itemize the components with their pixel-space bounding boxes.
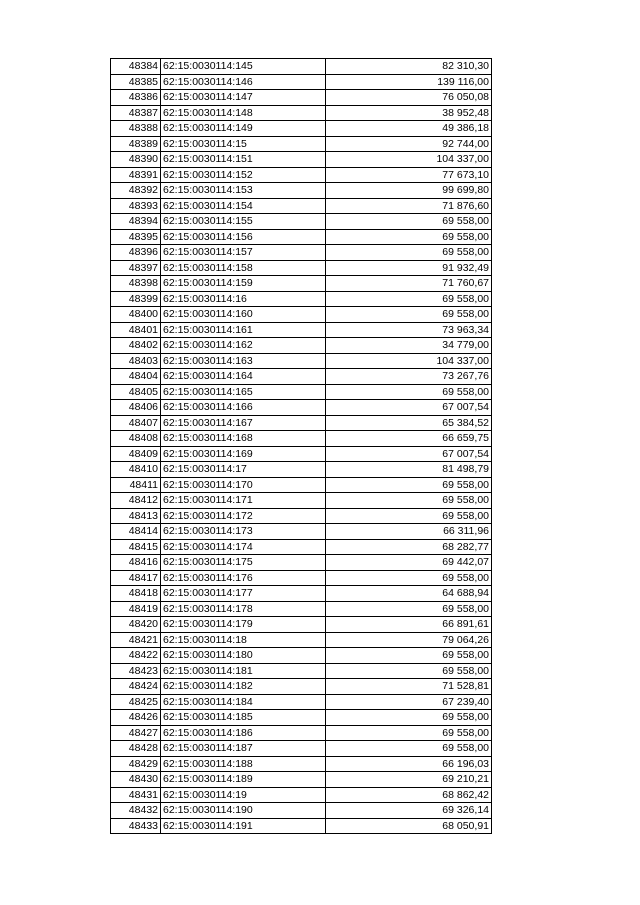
- value-cell: 71 528,81: [326, 679, 492, 695]
- cadastral-number-cell: 62:15:0030114:147: [161, 90, 326, 106]
- row-number-cell: 48421: [111, 632, 161, 648]
- value-cell: 69 558,00: [326, 648, 492, 664]
- cadastral-number-cell: 62:15:0030114:176: [161, 570, 326, 586]
- table-row: [111, 446, 492, 462]
- table-row: [111, 772, 492, 788]
- table-row: [111, 803, 492, 819]
- cadastral-number-cell: 62:15:0030114:15: [161, 136, 326, 152]
- table-row: [111, 601, 492, 617]
- table-row: [111, 291, 492, 307]
- cadastral-number-cell: 62:15:0030114:167: [161, 415, 326, 431]
- row-number-cell: 48389: [111, 136, 161, 152]
- row-number-cell: 48385: [111, 74, 161, 90]
- table-row: [111, 710, 492, 726]
- cadastral-number-cell: 62:15:0030114:188: [161, 756, 326, 772]
- table-row: [111, 105, 492, 121]
- value-cell: 69 558,00: [326, 307, 492, 323]
- cadastral-number-cell: 62:15:0030114:179: [161, 617, 326, 633]
- value-cell: 69 558,00: [326, 508, 492, 524]
- table-row: [111, 694, 492, 710]
- table-row: [111, 136, 492, 152]
- table-row: [111, 756, 492, 772]
- value-cell: 69 326,14: [326, 803, 492, 819]
- row-number-cell: 48433: [111, 818, 161, 834]
- row-number-cell: 48393: [111, 198, 161, 214]
- row-number-cell: 48409: [111, 446, 161, 462]
- cadastral-number-cell: 62:15:0030114:182: [161, 679, 326, 695]
- value-cell: 69 558,00: [326, 710, 492, 726]
- value-cell: 34 779,00: [326, 338, 492, 354]
- value-cell: 68 862,42: [326, 787, 492, 803]
- value-cell: 65 384,52: [326, 415, 492, 431]
- cadastral-number-cell: 62:15:0030114:146: [161, 74, 326, 90]
- cadastral-number-cell: 62:15:0030114:170: [161, 477, 326, 493]
- table-row: [111, 384, 492, 400]
- value-cell: 139 116,00: [326, 74, 492, 90]
- table-row: [111, 214, 492, 230]
- row-number-cell: 48417: [111, 570, 161, 586]
- row-number-cell: 48408: [111, 431, 161, 447]
- table-row: [111, 818, 492, 834]
- value-cell: 69 558,00: [326, 291, 492, 307]
- table-row: [111, 369, 492, 385]
- cadastral-number-cell: 62:15:0030114:165: [161, 384, 326, 400]
- data-table: [110, 58, 492, 834]
- cadastral-number-cell: 62:15:0030114:145: [161, 59, 326, 75]
- cadastral-number-cell: 62:15:0030114:157: [161, 245, 326, 261]
- row-number-cell: 48392: [111, 183, 161, 199]
- cadastral-number-cell: 62:15:0030114:158: [161, 260, 326, 276]
- row-number-cell: 48423: [111, 663, 161, 679]
- value-cell: 104 337,00: [326, 353, 492, 369]
- table-body: [111, 59, 492, 834]
- cadastral-number-cell: 62:15:0030114:177: [161, 586, 326, 602]
- row-number-cell: 48406: [111, 400, 161, 416]
- table-row: [111, 679, 492, 695]
- value-cell: 66 891,61: [326, 617, 492, 633]
- row-number-cell: 48403: [111, 353, 161, 369]
- table-row: [111, 90, 492, 106]
- cadastral-number-cell: 62:15:0030114:151: [161, 152, 326, 168]
- table-row: [111, 183, 492, 199]
- row-number-cell: 48390: [111, 152, 161, 168]
- value-cell: 64 688,94: [326, 586, 492, 602]
- table-row: [111, 322, 492, 338]
- table-row: [111, 229, 492, 245]
- table-row: [111, 555, 492, 571]
- row-number-cell: 48387: [111, 105, 161, 121]
- table-row: [111, 59, 492, 75]
- cadastral-number-cell: 62:15:0030114:175: [161, 555, 326, 571]
- table-row: [111, 787, 492, 803]
- table-row: [111, 400, 492, 416]
- value-cell: 68 282,77: [326, 539, 492, 555]
- cadastral-number-cell: 62:15:0030114:172: [161, 508, 326, 524]
- value-cell: 69 558,00: [326, 229, 492, 245]
- cadastral-number-cell: 62:15:0030114:180: [161, 648, 326, 664]
- table-row: [111, 152, 492, 168]
- row-number-cell: 48418: [111, 586, 161, 602]
- table-row: [111, 493, 492, 509]
- value-cell: 69 442,07: [326, 555, 492, 571]
- cadastral-number-cell: 62:15:0030114:164: [161, 369, 326, 385]
- cadastral-number-cell: 62:15:0030114:166: [161, 400, 326, 416]
- table-row: [111, 121, 492, 137]
- value-cell: 69 558,00: [326, 741, 492, 757]
- table-row: [111, 741, 492, 757]
- value-cell: 81 498,79: [326, 462, 492, 478]
- table-row: [111, 508, 492, 524]
- row-number-cell: 48430: [111, 772, 161, 788]
- table-row: [111, 198, 492, 214]
- cadastral-number-cell: 62:15:0030114:190: [161, 803, 326, 819]
- row-number-cell: 48388: [111, 121, 161, 137]
- value-cell: 67 007,54: [326, 400, 492, 416]
- value-cell: 82 310,30: [326, 59, 492, 75]
- value-cell: 69 558,00: [326, 214, 492, 230]
- value-cell: 69 210,21: [326, 772, 492, 788]
- cadastral-number-cell: 62:15:0030114:189: [161, 772, 326, 788]
- value-cell: 104 337,00: [326, 152, 492, 168]
- cadastral-number-cell: 62:15:0030114:152: [161, 167, 326, 183]
- table-row: [111, 663, 492, 679]
- row-number-cell: 48401: [111, 322, 161, 338]
- value-cell: 69 558,00: [326, 601, 492, 617]
- table-row: [111, 477, 492, 493]
- value-cell: 69 558,00: [326, 477, 492, 493]
- value-cell: 67 007,54: [326, 446, 492, 462]
- row-number-cell: 48400: [111, 307, 161, 323]
- cadastral-number-cell: 62:15:0030114:154: [161, 198, 326, 214]
- table-row: [111, 431, 492, 447]
- cadastral-number-cell: 62:15:0030114:156: [161, 229, 326, 245]
- table-row: [111, 632, 492, 648]
- table-row: [111, 307, 492, 323]
- value-cell: 71 876,60: [326, 198, 492, 214]
- row-number-cell: 48429: [111, 756, 161, 772]
- row-number-cell: 48427: [111, 725, 161, 741]
- row-number-cell: 48411: [111, 477, 161, 493]
- cadastral-number-cell: 62:15:0030114:173: [161, 524, 326, 540]
- cadastral-number-cell: 62:15:0030114:18: [161, 632, 326, 648]
- value-cell: 76 050,08: [326, 90, 492, 106]
- table-row: [111, 524, 492, 540]
- value-cell: 69 558,00: [326, 493, 492, 509]
- row-number-cell: 48413: [111, 508, 161, 524]
- value-cell: 69 558,00: [326, 725, 492, 741]
- value-cell: 66 311,96: [326, 524, 492, 540]
- row-number-cell: 48416: [111, 555, 161, 571]
- cadastral-number-cell: 62:15:0030114:184: [161, 694, 326, 710]
- row-number-cell: 48410: [111, 462, 161, 478]
- value-cell: 66 659,75: [326, 431, 492, 447]
- table-row: [111, 617, 492, 633]
- cadastral-number-cell: 62:15:0030114:160: [161, 307, 326, 323]
- row-number-cell: 48407: [111, 415, 161, 431]
- row-number-cell: 48405: [111, 384, 161, 400]
- table-row: [111, 167, 492, 183]
- row-number-cell: 48415: [111, 539, 161, 555]
- table-row: [111, 415, 492, 431]
- value-cell: 92 744,00: [326, 136, 492, 152]
- row-number-cell: 48391: [111, 167, 161, 183]
- value-cell: 66 196,03: [326, 756, 492, 772]
- row-number-cell: 48394: [111, 214, 161, 230]
- value-cell: 49 386,18: [326, 121, 492, 137]
- row-number-cell: 48412: [111, 493, 161, 509]
- cadastral-number-cell: 62:15:0030114:168: [161, 431, 326, 447]
- table-row: [111, 570, 492, 586]
- cadastral-number-cell: 62:15:0030114:169: [161, 446, 326, 462]
- row-number-cell: 48419: [111, 601, 161, 617]
- value-cell: 77 673,10: [326, 167, 492, 183]
- cadastral-number-cell: 62:15:0030114:155: [161, 214, 326, 230]
- cadastral-number-cell: 62:15:0030114:178: [161, 601, 326, 617]
- value-cell: 99 699,80: [326, 183, 492, 199]
- cadastral-number-cell: 62:15:0030114:148: [161, 105, 326, 121]
- table-row: [111, 245, 492, 261]
- row-number-cell: 48396: [111, 245, 161, 261]
- row-number-cell: 48432: [111, 803, 161, 819]
- row-number-cell: 48428: [111, 741, 161, 757]
- value-cell: 73 267,76: [326, 369, 492, 385]
- cadastral-number-cell: 62:15:0030114:186: [161, 725, 326, 741]
- cadastral-number-cell: 62:15:0030114:187: [161, 741, 326, 757]
- cadastral-number-cell: 62:15:0030114:17: [161, 462, 326, 478]
- row-number-cell: 48399: [111, 291, 161, 307]
- value-cell: 69 558,00: [326, 384, 492, 400]
- row-number-cell: 48395: [111, 229, 161, 245]
- cadastral-number-cell: 62:15:0030114:181: [161, 663, 326, 679]
- row-number-cell: 48426: [111, 710, 161, 726]
- table-row: [111, 539, 492, 555]
- cadastral-number-cell: 62:15:0030114:153: [161, 183, 326, 199]
- cadastral-number-cell: 62:15:0030114:161: [161, 322, 326, 338]
- cadastral-number-cell: 62:15:0030114:149: [161, 121, 326, 137]
- cadastral-number-cell: 62:15:0030114:19: [161, 787, 326, 803]
- cadastral-number-cell: 62:15:0030114:191: [161, 818, 326, 834]
- value-cell: 68 050,91: [326, 818, 492, 834]
- cadastral-number-cell: 62:15:0030114:159: [161, 276, 326, 292]
- table-row: [111, 462, 492, 478]
- row-number-cell: 48425: [111, 694, 161, 710]
- row-number-cell: 48397: [111, 260, 161, 276]
- table-row: [111, 260, 492, 276]
- cadastral-number-cell: 62:15:0030114:16: [161, 291, 326, 307]
- value-cell: 73 963,34: [326, 322, 492, 338]
- row-number-cell: 48422: [111, 648, 161, 664]
- row-number-cell: 48420: [111, 617, 161, 633]
- cadastral-number-cell: 62:15:0030114:171: [161, 493, 326, 509]
- value-cell: 69 558,00: [326, 663, 492, 679]
- value-cell: 79 064,26: [326, 632, 492, 648]
- row-number-cell: 48424: [111, 679, 161, 695]
- row-number-cell: 48404: [111, 369, 161, 385]
- row-number-cell: 48384: [111, 59, 161, 75]
- cadastral-number-cell: 62:15:0030114:162: [161, 338, 326, 354]
- value-cell: 91 932,49: [326, 260, 492, 276]
- row-number-cell: 48431: [111, 787, 161, 803]
- table-row: [111, 725, 492, 741]
- table-row: [111, 353, 492, 369]
- cadastral-number-cell: 62:15:0030114:174: [161, 539, 326, 555]
- row-number-cell: 48386: [111, 90, 161, 106]
- cadastral-number-cell: 62:15:0030114:185: [161, 710, 326, 726]
- value-cell: 69 558,00: [326, 570, 492, 586]
- cadastral-number-cell: 62:15:0030114:163: [161, 353, 326, 369]
- table-row: [111, 586, 492, 602]
- value-cell: 67 239,40: [326, 694, 492, 710]
- table-row: [111, 74, 492, 90]
- row-number-cell: 48402: [111, 338, 161, 354]
- row-number-cell: 48398: [111, 276, 161, 292]
- table-row: [111, 338, 492, 354]
- value-cell: 38 952,48: [326, 105, 492, 121]
- value-cell: 71 760,67: [326, 276, 492, 292]
- table-row: [111, 276, 492, 292]
- table-row: [111, 648, 492, 664]
- row-number-cell: 48414: [111, 524, 161, 540]
- value-cell: 69 558,00: [326, 245, 492, 261]
